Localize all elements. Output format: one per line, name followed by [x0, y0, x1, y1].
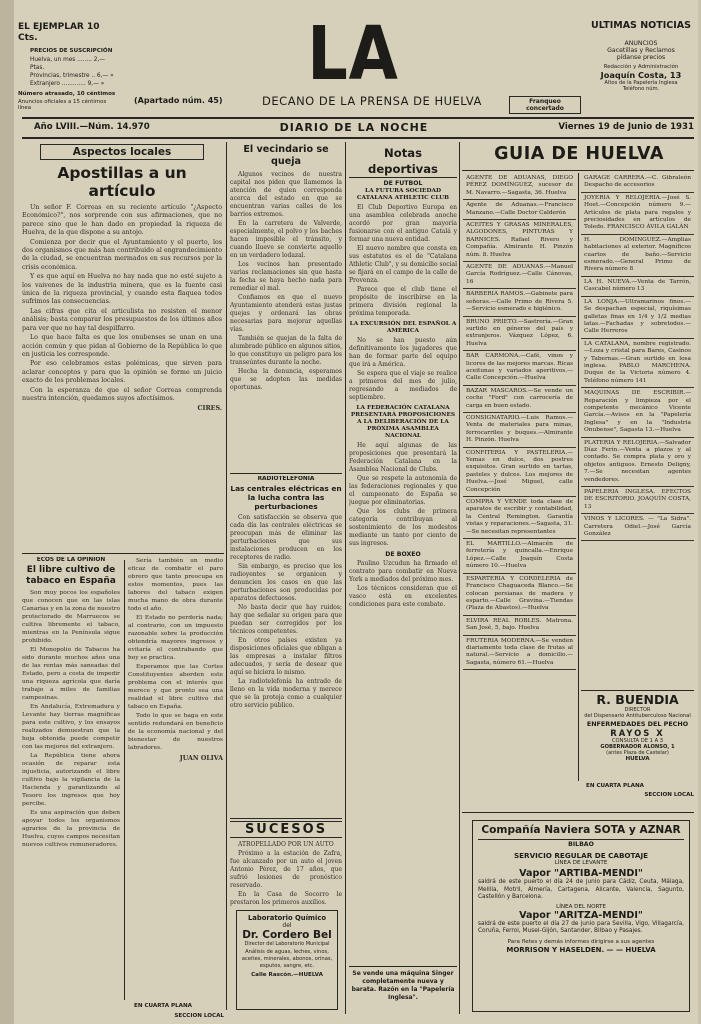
- guia-footer-right: SECCIÓN LOCAL: [644, 792, 694, 798]
- paragraph: Los vecinos han presentado varias reclamaciones sin que hasta la fecha se haya hecho nada para remediar el mal.: [230, 261, 342, 292]
- paragraph: Se espera que el viaje se realice a primeros del mes de julio, regresando a mediados de septiembre.: [349, 370, 457, 401]
- sports-headline2: LA EXCURSIÓN DEL ESPAÑOL A AMÉRICA: [349, 321, 457, 334]
- buendia-name: R. BUENDIA: [596, 692, 679, 707]
- guia-title: GUIA DE HUELVA: [494, 144, 664, 164]
- paragraph: Extranjero ............. 9,— »: [30, 81, 105, 87]
- col2-body2: [230, 514, 342, 710]
- sports-headline1: LA FUTURA SOCIEDAD CATALANA ATHLETIC CLUB: [356, 188, 450, 201]
- paragraph: Que los clubs de primera categoría contribuyan al sostenimiento de los modestos mediante un tanto por ciento de sus ingresos.: [349, 508, 457, 547]
- paragraph: Y es que aquí en Huelva no hay nada que no esté sujeto a los vaivenes de la industria minera, que es la fuente casi única de la riqueza provincial, y cuando esta flaquea todos sufrimos las consecuencias.: [22, 273, 222, 306]
- paragraph: La República tiene ahora ocasión de reparar esta injusticia, autorizando el libre cultivo bajo la vigilancia de la Hacienda y garantizando al Tesoro los ingresos que hoy percibe.: [22, 753, 120, 807]
- col1b-title: El libre cultivo de tabaco en España: [26, 565, 116, 586]
- column-rule-3: [459, 142, 460, 1014]
- masthead-right-box: [586, 20, 696, 120]
- guia-listing: JOYERIA Y RELOJERIA.—José S. Hoet.—Concepción número 9.—Artículos de plata para regalos y preciosidades en artículos de Toledo. FRANCISCO ÁVILA GALÁN: [581, 193, 694, 235]
- paragraph: La radiotelefonía ha entrado de lleno en la vida moderna y merece que se la proteja como a cualquier otro servicio público.: [230, 678, 342, 709]
- guia-listing: BAZAR MASCAROS.—Se vende un coche "Ford" con carrocería de carga en buen estado.: [463, 386, 576, 413]
- col1b-left: [22, 557, 120, 1002]
- franqueo-box: Franqueo concertado: [509, 96, 581, 114]
- naviera-vapor2: Vapor "ARITZA-MENDI": [519, 909, 643, 921]
- col1b-body2: [128, 557, 223, 752]
- guia-listing: MAQUINAS DE ESCRIBIR.—Reparación y limpieza por el competente mecánico Vicente García.—Avisos en la "Papelería Inglesa" y en la "Industria Onubense", Sagasta 13.—Huelva: [581, 388, 694, 437]
- guia-listing: CONFITERIA Y PASTELERIA.—Yemas en dulce, dos postres exquisitos. Gran surtido en tartas, pasteles y dulces. Los mejores de Huelva.—José Miguel, calle Concepción: [463, 448, 576, 497]
- guia-listing: ELVIRA REAL ROBLES. Matrona. San José, 5, bajo. Huelva: [463, 616, 576, 636]
- dateline-rule-top: [22, 117, 694, 119]
- guia-listing: EL MARTILLO.—Almacén de ferretería y quincalla.—Enrique López.—Calle Joaquín Costa número 10.—Huelva: [463, 539, 576, 574]
- lab-line3: Director del Laboratorio Municipal: [244, 941, 330, 947]
- paragraph: Huelva, un mes ........ 2,— Ptas.: [30, 57, 106, 71]
- col2-title: El vecindario se queja: [243, 144, 329, 167]
- paragraph: Sería también un medio eficaz de combatir el paro obrero que tanto preocupa en estos momentos, pues las labores del tabaco exigen mucha mano de obra durante todo el año.: [128, 558, 223, 612]
- guia-footer-left: EN CUARTA PLANA: [586, 783, 644, 789]
- buendia-desc: del Dispensario Antituberculoso Nacional: [584, 713, 691, 719]
- guia-listing: AGENTE DE ADUANAS, DIEGO PÉREZ DOMÍNGUEZ, sucesor de M. Navarro.—Sagasta, 36. Huelva: [463, 173, 576, 200]
- naviera-info: Para fletes y demás informes dirigirse a sus agentes: [507, 938, 655, 945]
- masthead-subtitle: DECANO DE LA PRENSA DE HUELVA: [262, 94, 482, 108]
- paragraph: Un señor F. Correas en su reciente artículo "¿Aspecto Económico?", nos sorprende con sus afirmaciones, que no parece sino que le han dado en propiedad la riqueza de Huelva, de la que dispone a su antojo.: [22, 204, 222, 237]
- paragraph: También se quejan de la falta de alumbrado público en algunos sitios, lo que constituye un peligro para los transeúntes durante la noche.: [230, 335, 342, 366]
- col1-footer-left: EN CUARTA PLANA: [134, 1003, 192, 1009]
- paragraph: Todo lo que se haga en este sentido redundará en beneficio de la economía nacional y del bienestar de nuestros labradores.: [128, 713, 223, 751]
- buendia-role: DIRECTOR: [624, 707, 651, 713]
- col2-title2: Las centrales eléctricas en la lucha contra las perturbaciones: [230, 484, 342, 511]
- paragraph: Provincias, trimestre .. 6,— »: [30, 73, 114, 79]
- col1b-section: ECOS DE LA OPINIÓN: [36, 557, 106, 563]
- guia-listing: LA CATALANA, nombre registrado.—Loza y cristal para Bares, Casinos y Tabernas.—Gran surtido en losa inglesa. PABLO MARCHENA. Duque de la Victoria número 4. Teléfono número 141: [581, 339, 694, 388]
- official-ads-price: Anuncios oficiales a 15 céntimos línea: [18, 99, 107, 111]
- back-issue-price: Número atrasado, 10 céntimos: [18, 91, 116, 97]
- paragraph: Las cifras que cita el articulista no resisten el menor análisis; basta comparar los presupuestos de los últimos años para ver que no hay tal despilfarro.: [22, 307, 222, 332]
- office-phone: Teléfono núm.: [622, 86, 660, 92]
- lab-name: Dr. Cordero Bel: [242, 929, 332, 941]
- paragraph: Parece que el club tiene el propósito de inscribirse en la primera división regional la próxima temporada.: [349, 286, 457, 317]
- guia-listing: Agente de Aduanas.—Francisco Manzano.—Calle Doctor Calderón: [463, 200, 576, 220]
- naviera-line1: LÍNEA DE LEVANTE: [554, 860, 608, 866]
- col3-body1: [349, 204, 457, 318]
- boxing-subtitle: DE BOXEO: [385, 551, 421, 558]
- naviera-city: BILBAO: [568, 841, 594, 848]
- paragraph: Próximo a la estación de Zafra, fue alcanzado por un auto el joven Antonio Pérez, de 17 años, que sufrió lesiones de pronóstico reservado.: [230, 850, 342, 889]
- col2-divider-1: [230, 473, 342, 474]
- buendia-rayos: RAYOS X: [610, 728, 665, 738]
- col1-article: [22, 142, 222, 552]
- guia-listing: H. DOMINGUEZ.—Amplias habitaciones al exterior. Magníficos cuartos de baño.—Servicio esmerado.—General Primo de Rivera número 8: [581, 235, 694, 277]
- buendia-gob: GOBERNADOR ALONSO, 1: [600, 744, 675, 750]
- naviera-line2: LÍNEA DEL NORTE: [556, 903, 606, 910]
- paragraph: Lo que hace falta es que los onubenses se unan en una acción común y que pidan al Gobierno de la República lo que en justicia les corresponde.: [22, 334, 222, 358]
- col2-body: [230, 171, 342, 392]
- guia-listing: LA LONJA.—Ultramarinos finos.—Se despachan especial, riquísimas galletas finas en 1/4 y 1/2 medias latas.—Fachadas y sobretodos.—Calle Herreros: [581, 297, 694, 339]
- col1b-body: [22, 589, 120, 849]
- lab-address: Calle Rascón.—HUELVA: [251, 972, 323, 979]
- sports-headline3: LA FEDERACIÓN CATALANA PRESENTARÁ PROPOSICIONES A LA DELIBERACIÓN DE LA PRÓXIMA ASAMBLEA NACIONAL: [350, 405, 456, 439]
- col1b-rule: [124, 560, 125, 1000]
- guia-right-list: [581, 173, 694, 713]
- column-rule-2: [345, 142, 346, 1014]
- lab-line1: Laboratorio Químico: [247, 914, 327, 922]
- newspaper-page: [14, 0, 698, 1024]
- price-per-copy: EL EJEMPLAR 10 Cts.: [18, 22, 100, 43]
- lab-line4: Análisis de aguas, leches, vinos, aceites, minerales, abonos, orinas, esputos, sangre, etc.: [241, 949, 333, 969]
- col1-body: [22, 204, 222, 403]
- col2-divider-2: [230, 818, 342, 819]
- naviera-title: Compañía Naviera SOTA y AZNAR: [478, 824, 684, 840]
- paragraph: ATROPELLADO POR UN AUTO: [238, 841, 334, 848]
- col3-sports: [349, 142, 457, 962]
- office-address: Joaquín Costa, 13: [600, 70, 682, 80]
- ads-label: ANUNCIOS: [624, 40, 658, 47]
- singer-ad: [349, 966, 457, 1014]
- paragraph: Son muy pocos los españoles que conocen que en las islas Canarias y en la zona de nuestro protectorado de Marruecos se cultiva libremente el tabaco, mientras en la Península sigue prohibido.: [22, 590, 120, 644]
- naviera-vapor1: Vapor "ARTIBA-MENDI": [519, 868, 643, 879]
- guia-listing: AGENTE DE ADUANAS.—Manuel García Rodríguez.—Calle Cánovas, 16: [463, 262, 576, 289]
- col3-body2: [349, 337, 457, 402]
- paragraph: He aquí algunas de las proposiciones que presentará la Federación Catalana en la Asamblea Nacional de Clubs.: [349, 442, 457, 473]
- guia-listing: BARBERIA RAMOS.—Gabinete para señoras.—Calle Primo de Rivera 5.—Servicio esmerado e higiénico.: [463, 289, 576, 316]
- sucesos-body: [230, 841, 342, 907]
- guia-listing: VINOS Y LICORES. — "La Sidra". Carretera Odiel.—José García González: [581, 514, 694, 541]
- guia-listing: ESPARTERIA Y CORDELERIA de Francisco Chaguaceda Blanco.—Se colocan persianas de madera y esparto.—Calle Gravina.—Tiendas (Plaza de Abastos).—Huelva: [463, 574, 576, 616]
- guia-listing: COMPRA Y VENDE toda clase de aparatos de escribir y contabilidad, la Central Remington. Garantía vistas y reparaciones.—Sagasta, 31.—Se necesitan representantes: [463, 497, 576, 539]
- col1-footer-right: SECCIÓN LOCAL: [174, 1013, 224, 1019]
- paragraph: Con la esperanza de que el señor Correas comprenda nuestra intención, quedamos suyos afectísimos.: [22, 386, 222, 402]
- sucesos-title: SUCESOS: [230, 821, 342, 838]
- naviera-ad: [472, 820, 690, 1012]
- sports-title: Notas deportivas: [349, 145, 457, 178]
- col1b-right: [128, 557, 223, 997]
- guia-listing: LA H. NUEVA.—Venta de Tarrón, Cascabel número 13: [581, 277, 694, 297]
- buendia-ad: [581, 690, 694, 782]
- paragraph: En la Casa de Socorro le prestaron los primeros auxilios.: [230, 891, 342, 906]
- col1-section: Aspectos locales: [40, 144, 204, 160]
- guia-listing: CONSIGNATARIO.—Luis Ramos.—Venta de materiales para minas, ferrocarriles y buques.—Almirante H. Pinzón. Huelva: [463, 413, 576, 448]
- paragraph: Con satisfacción se observa que cada día las centrales eléctricas se preocupan más de eliminar las perturbaciones que sus instalaciones producen en los receptores de radio.: [230, 514, 342, 561]
- guia-listing: BAR CARMONA.—Café, vinos y licores de las mejores marcas. Ricas aceitunas y variados aperitivos.—Calle Concepción.—Huelva: [463, 351, 576, 386]
- paragraph: Confiamos en que el nuevo Ayuntamiento atenderá estas justas quejas y ordenará las obras necesarias para mejorar aquellas vías.: [230, 294, 342, 333]
- col1-divider: [22, 553, 224, 554]
- paragraph: Esperamos que las Cortes Constituyentes aborden este problema con el interés que merece y que pronto sea una realidad el libre cultivo del tabaco en España.: [128, 664, 223, 710]
- sports-subtitle: DE FUTBOL: [383, 180, 423, 187]
- guia-listing: PAPELERIA INGLESA. EFECTOS DE ESCRITORIO. JOAQUÍN COSTA, 13: [581, 487, 694, 514]
- paragraph: El Monopolio de Tabacos ha sido durante muchos años una de las rentas más saneadas del Estado, pero a costa de impedir una riqueza agrícola que daría trabajo a miles de familias campesinas.: [22, 647, 120, 701]
- guia-listing: ACEITES Y GRASAS MINERALES, ALGODONES, PINTURAS Y BARNICES. Rafael Rivero y Compañía. Almirante H. Pinzón núm. 8. Huelva: [463, 220, 576, 262]
- buendia-consulta: CONSULTA DE 1 A 3: [611, 738, 664, 744]
- paragraph: Que se respete la autonomía de las federaciones regionales y que el campeonato de España se juegue por eliminatorias.: [349, 475, 457, 506]
- latest-news-label: ULTIMAS NOTICIAS: [591, 20, 691, 31]
- dateline-rule-bottom: [22, 137, 694, 139]
- singer-ad-text: Se vende una máquina Singer completamente nueva y barata. Razón en la "Papelería Inglesa".: [351, 970, 455, 1001]
- paragraph: No basta decir que hay ruidos; hay que señalar su origen para que puedan ser corregidos por los técnicos competentes.: [230, 604, 342, 635]
- col2-sucesos: [230, 821, 342, 909]
- po-box: (Apartado núm. 45): [134, 96, 223, 105]
- col1-title: Apostillas a un artículo: [57, 164, 187, 200]
- buendia-gob2: (antes Plaza de Castelar): [606, 750, 669, 756]
- issue-number: Año LVIII.—Núm. 14.970: [34, 122, 150, 132]
- col2-article: [230, 142, 342, 472]
- buendia-spec: ENFERMEDADES DEL PECHO: [586, 720, 689, 728]
- page-edge: [0, 0, 14, 1024]
- paragraph: Los técnicos consideran que el vasco está en excelentes condiciones para este combate.: [349, 585, 457, 608]
- paragraph: Hecha la denuncia, esperamos que se adopten las medidas oportunas.: [230, 368, 342, 391]
- issue-date: Viernes 19 de Junio de 1931: [558, 122, 694, 132]
- office-building: Altos de la Papelería Inglesa: [604, 80, 678, 86]
- paragraph: En la carretera de Valverde, especialmente, el polvo y los baches hacen imposible el tránsito, y cuando llueve se convierte aquello en un verdadero lodazal.: [230, 220, 342, 259]
- naviera-text2: saldrá de este puerto el día 27 de junio para Sevilla, Vigo, Villagarcía, Coruña, Ferrol, Musel-Gijón, Santander, Bilbao y Pasajes.: [478, 920, 684, 935]
- masthead-left-box: [18, 22, 118, 117]
- ask-prices-label: pídanse precios: [616, 54, 666, 61]
- paragraph: El Club Deportivo Europa en una asamblea celebrada anoche acordó por gran mayoría fusionarse con el antiguo Catalá y formar una nueva entidad.: [349, 204, 457, 243]
- naviera-text1: saldrá de este puerto el día 24 de junio para Cádiz, Ceuta, Málaga, Melilla, Motril, Almería, Cartagena, Alicante, Valencia, Sagunto, Castellón y Barcelona.: [478, 879, 684, 901]
- paragraph: El Estado no perdería nada; al contrario, con un impuesto razonable sobre la producción obtendría mayores ingresos y evitaría el contrabando que hoy se practica.: [128, 615, 223, 661]
- masthead-title: LA: [307, 12, 399, 97]
- guia-listing: BRUNO PRIETO.—Sastrería.—Gran surtido en géneros del país y extranjeros. Vázquez López, 6. Huelva: [463, 317, 576, 352]
- paragraph: Paulino Uzcudun ha firmado el contrato para combatir en Nueva York a mediados del próximo mes.: [349, 560, 457, 583]
- guia-mid-rule: [578, 173, 579, 781]
- col1-signature: CIRES.: [197, 405, 222, 413]
- redaccion-label: Redacción y Administración: [603, 64, 679, 70]
- guia-left-list: [463, 173, 576, 783]
- paragraph: En otros países existen ya disposiciones oficiales que obligan a las empresas a instalar filtros adecuados, y sería de desear que aquí se hiciera lo mismo.: [230, 637, 342, 676]
- col3-body3: [349, 442, 457, 548]
- subscription-prices: [30, 56, 118, 88]
- paragraph: El nuevo nombre que consta en sus estatutos es el de "Catalana Athletic Club", y su domicilio social se fijará en el campo de la calle de Provenza.: [349, 245, 457, 284]
- subscription-title: PRECIOS DE SUSCRIPCIÓN: [30, 48, 113, 54]
- col1b-signature: JUAN OLIVA: [179, 755, 223, 762]
- paragraph: Algunos vecinos de nuestra capital nos piden que llamemos la atención de quien corresponda acerca del estado en que se encuentran varias calles de los barrios extremos.: [230, 171, 342, 218]
- paragraph: Comienza por decir que el Ayuntamiento y el puerto, los dos organismos que más han contribuido al engrandecimiento de la ciudad, se encuentran mermados en sus recursos por la crisis económica.: [22, 238, 222, 271]
- laboratory-ad: [236, 910, 338, 1010]
- column-rule-1: [226, 142, 227, 1010]
- paragraph: Sin embargo, es preciso que los radioyentes se organicen y denuncien los casos en que las perturbaciones son producidas por aparatos defectuosos.: [230, 563, 342, 602]
- col2-radio-article: [230, 476, 342, 816]
- lab-line2: del: [282, 922, 292, 929]
- paragraph: No se han puesto aún definitivamente los jugadores que han de formar parte del equipo que irá a América.: [349, 337, 457, 368]
- paragraph: Es una aspiración que deben apoyar todos los organismos agrarios de la provincia de Huelva, cuyos campos necesitan nuevos cultivos remuneradores.: [22, 810, 120, 848]
- paragraph: Por eso celebramos estas polémicas, que sirven para aclarar conceptos y para que la opinión se forme un juicio exacto de los problemas locales.: [22, 360, 222, 385]
- col3-body4: [349, 560, 457, 609]
- paper-tagline: DIARIO DE LA NOCHE: [279, 121, 429, 134]
- guia-title-rule: [462, 170, 694, 171]
- guia-listing: FRUTERIA MODERNA.—Se venden diariamente toda clase de frutas al natural.—Servicio a domicilio.—Sagasta, número 61.—Huelva: [463, 636, 576, 671]
- guia-listing: GARAGE CARRERA.—C. Gibraleón Despacho de accesorios: [581, 173, 694, 193]
- buendia-city: HUELVA: [625, 756, 650, 762]
- guia-listing: PLATERIA Y RELOJERIA.—Salvador Díaz Ferín.—Venta a plazos y al contado. Se compra plata y oro y objetos antiguos. Ernesto Deligny, 7.—Se necesitan agentes vendedores.: [581, 438, 694, 487]
- naviera-service: SERVICIO REGULAR DE CABOTAJE: [513, 851, 649, 860]
- gacetillas-label: Gacetillas y Reclamos: [607, 47, 675, 54]
- guia-bottom-rule: [462, 812, 694, 813]
- paragraph: En Andalucía, Extremadura y Levante hay tierras magníficas para este cultivo, y los ensayos realizados demuestran que la hoja obtenida puede competir con las mejores del extranjero.: [22, 704, 120, 750]
- naviera-agents: MORRISON Y HASELDEN. — — HUELVA: [506, 945, 656, 954]
- col2-section: RADIOTELEFONÍA: [257, 476, 315, 482]
